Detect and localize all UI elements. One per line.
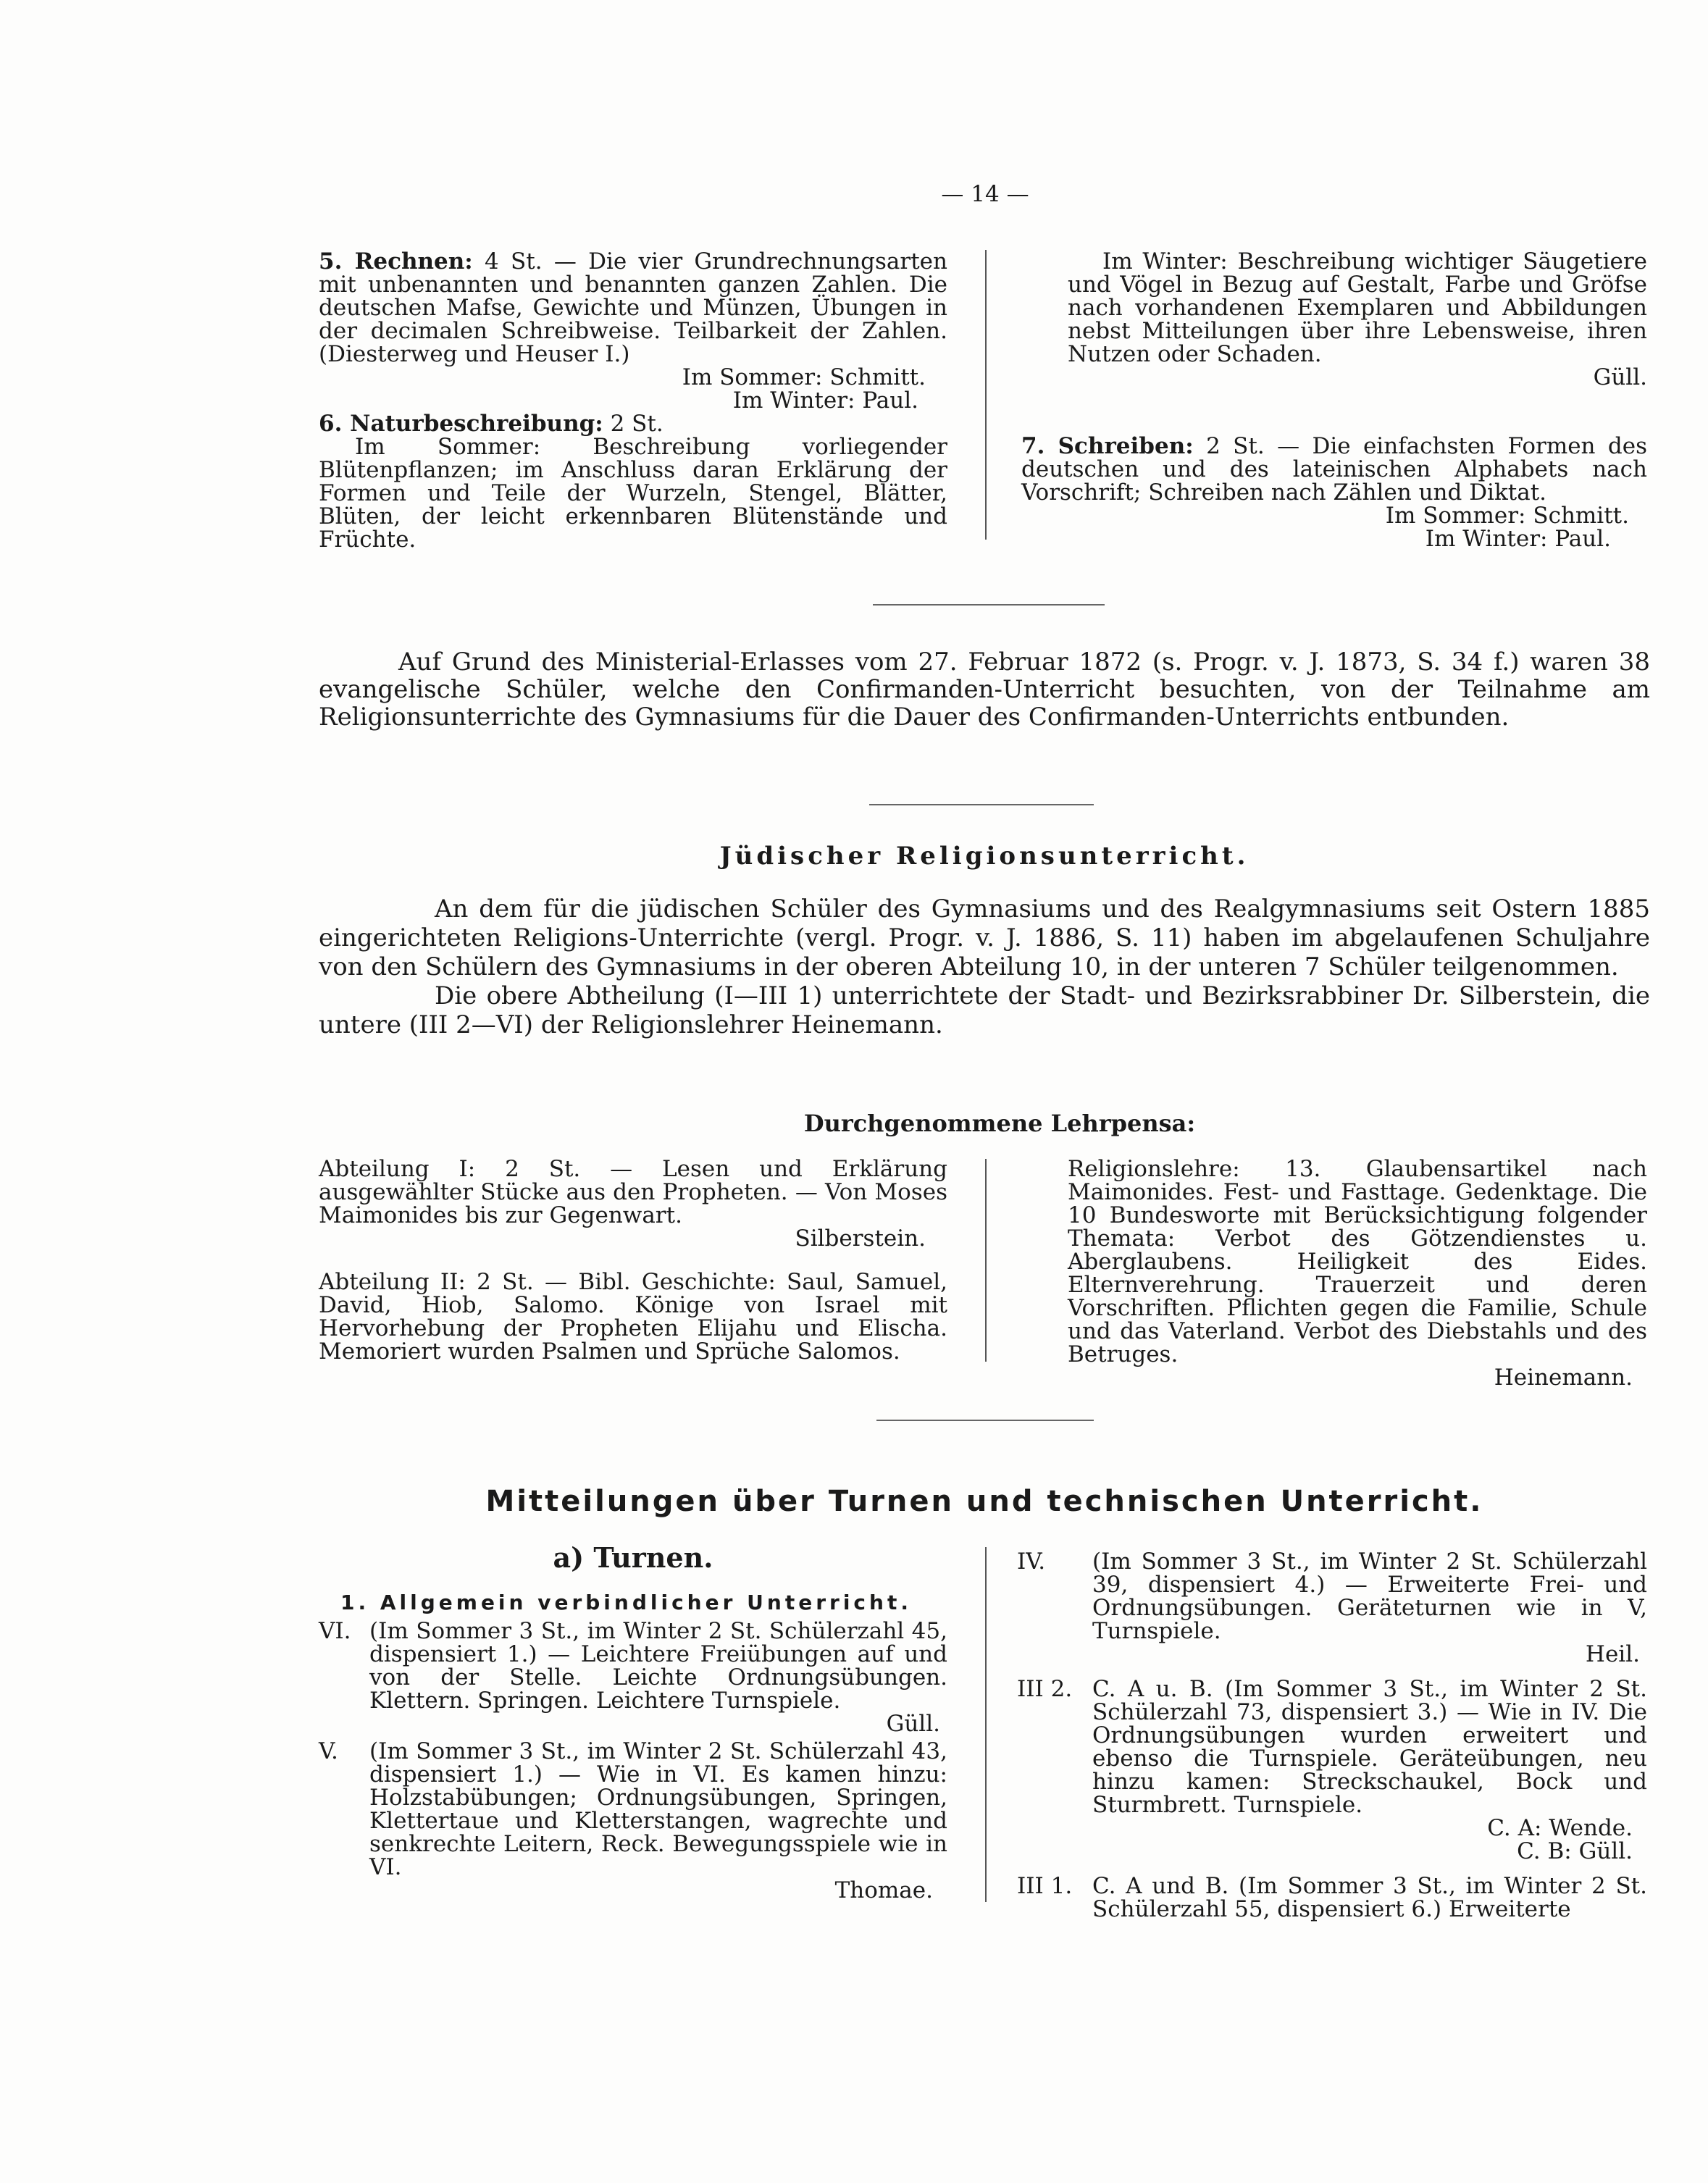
rechnen-heading: 5. Rechnen: bbox=[319, 248, 473, 275]
juedisch-p1: An dem für die jüdischen Schüler des Gymnasiums und des Realgymnasiums seit Ostern 1885 eingerichteten Religions-Unterrichte (vergl. Progr. v. J. 1886, S. 11) haben im abgelaufenen Schuljahre von den Schülern des Gymnasiums in der oberen Abteilung 10, in der unteren 7 Schüler teilgenommen. bbox=[319, 894, 1650, 981]
divider-1 bbox=[873, 604, 1105, 606]
schreiben-text: 2 St. — Die einfachsten Formen des deutschen und des lateinischen Alphabets nach Vorschrift; Schreiben nach Zählen und Diktat. bbox=[1021, 433, 1647, 506]
religionslehre-text: Religionslehre: 13. Glaubensartikel nach Maimonides. Fest- und Fasttage. Gedenktage. Die 10 Bundesworte mit Berücksichtigung folgender Themata: Verbot des Götzendienstes u. Aberglaubens. Heiligkeit des Eides. Elternverehrung. Trauerzeit und deren Vorschriften. Pflichten gegen die Familie, Schule und das Vaterland. Verbot des Diebstahls und des Betruges. bbox=[1068, 1156, 1647, 1367]
religionslehre-sig: Heinemann. bbox=[1494, 1365, 1633, 1391]
juedisch-p2: Die obere Abtheilung (I—III 1) unterrichtete der Stadt- und Bezirksrabbiner Dr. Silberstein, die untere (III 2—VI) der Religionslehrer Heinemann. bbox=[319, 981, 1650, 1039]
rechnen-section bbox=[319, 250, 947, 551]
column-divider-top bbox=[985, 250, 987, 540]
abteilung-2: Abteilung II: 2 St. — Bibl. Geschichte: Saul, Samuel, David, Hiob, Salomo. Könige von Israel mit Hervorhebung der Propheten Elijahu und Elischa. Memoriert wurden Psalmen und Sprüche Salomos. bbox=[319, 1269, 947, 1365]
turnen-sub-title: a) Turnen. bbox=[553, 1541, 713, 1574]
item-iv-text: (Im Sommer 3 St., im Winter 2 St. Schülerzahl 39, dispensiert 4.) — Erweiterte Frei- und Ordnungsübungen. Geräteturnen wie in V, Turnspiele. bbox=[1092, 1549, 1647, 1644]
schreiben-sig-sommer: Im Sommer: Schmitt. bbox=[1385, 503, 1629, 529]
natur-text: Im Sommer: Beschreibung vorliegender Blütenpflanzen; im Anschluss daran Erklärung der Formen und Teile der Wurzeln, Stengel, Blätter, Blüten, der leicht erkennbaren Blütenstände und Früchte. bbox=[319, 434, 947, 553]
abteilung-left bbox=[319, 1157, 947, 1363]
rechnen-sig-winter: Im Winter: Paul. bbox=[732, 387, 918, 414]
item-v-number: V. bbox=[319, 1738, 338, 1764]
item-v-sig: Thomae. bbox=[834, 1877, 933, 1903]
pensa-title: Durchgenommene Lehrpensa: bbox=[803, 1110, 1196, 1137]
divider-2 bbox=[869, 804, 1094, 805]
juedisch-paragraphs bbox=[319, 894, 1650, 1039]
column-divider-middle bbox=[985, 1159, 987, 1362]
item-iv-sig: Heil. bbox=[1585, 1641, 1640, 1667]
item-vi-text: (Im Sommer 3 St., im Winter 2 St. Schülerzahl 45, dispensiert 1.) — Leichtere Freiübungen auf und von der Stelle. Leichte Ordnungsübungen. Klettern. Springen. Leichtere Turnspiele. bbox=[369, 1618, 947, 1714]
page-number: — 14 — bbox=[941, 181, 1029, 207]
winter-sig: Güll. bbox=[1593, 364, 1647, 390]
turnen-right-column bbox=[1017, 1550, 1647, 1921]
turnen-section-heading: 1. Allgemein verbindlicher Unterricht. bbox=[340, 1591, 912, 1614]
turnen-left-column bbox=[319, 1620, 947, 1902]
religionslehre bbox=[1068, 1157, 1647, 1389]
item-vi-sig: Güll. bbox=[886, 1711, 940, 1737]
divider-3 bbox=[876, 1420, 1094, 1421]
schreiben-heading: 7. Schreiben: bbox=[1021, 433, 1194, 459]
item-iii1-number: III 1. bbox=[1017, 1873, 1073, 1899]
juedisch-title: Jüdischer Religionsunterricht. bbox=[719, 842, 1249, 871]
item-vi-number: VI. bbox=[319, 1618, 351, 1644]
natur-hours: 2 St. bbox=[610, 411, 663, 437]
turnen-item-iii1 bbox=[1017, 1874, 1647, 1921]
turnen-item-iii2 bbox=[1017, 1677, 1647, 1863]
ministerial-paragraph: Auf Grund des Ministerial-Erlasses vom 27. Februar 1872 (s. Progr. v. J. 1873, S. 34 f.) waren 38 evangelische Schüler, welche den Confirmanden-Unterricht besuchten, von der Teilnahme am Religionsunterrichte des Gymnasiums für die Dauer des Confirmanden-Unterrichts entbunden. bbox=[319, 648, 1650, 732]
item-iii2-text: C. A u. B. (Im Sommer 3 St., im Winter 2 St. Schülerzahl 73, dispensiert 3.) — Wie in IV. Die Ordnungsübungen wurden erweitert und ebenso die Turnspiele. Geräteübungen, neu hinzu kamen: Streckschaukel, Bock und Sturmbrett. Turnspiele. bbox=[1092, 1676, 1647, 1818]
item-iii2-sig-2: C. B: Güll. bbox=[1517, 1838, 1633, 1864]
natur-heading: 6. Naturbeschreibung: bbox=[319, 411, 603, 437]
winter-text: Im Winter: Beschreibung wichtiger Säugetiere und Vögel in Bezug auf Gestalt, Farbe und Gröfse nach vorhandenen Exemplaren und Abbildungen nebst Mitteilungen über ihre Lebensweise, ihren Nutzen oder Schaden. bbox=[1068, 248, 1647, 367]
rechnen-sig-sommer: Im Sommer: Schmitt. bbox=[682, 364, 926, 390]
turnen-item-iv bbox=[1017, 1550, 1647, 1666]
item-iii1-text: C. A und B. (Im Sommer 3 St., im Winter 2 St. Schülerzahl 55, dispensiert 6.) Erweiterte bbox=[1092, 1873, 1647, 1922]
abteilung-1-sig: Silberstein. bbox=[795, 1225, 926, 1252]
turnen-item-vi bbox=[319, 1620, 947, 1735]
winter-section bbox=[1068, 250, 1647, 389]
item-iv-number: IV. bbox=[1017, 1549, 1046, 1575]
turnen-main-title: Mitteilungen über Turnen und technischen Unterricht. bbox=[485, 1485, 1483, 1518]
schreiben-section bbox=[1021, 435, 1647, 550]
item-v-text: (Im Sommer 3 St., im Winter 2 St. Schülerzahl 43, dispensiert 1.) — Wie in VI. Es kamen hinzu: Holzstabübungen; Ordnungsübungen, Springen, Klettertaue und Kletterstangen, wagrechte und senkrechte Leitern, Reck. Bewegungsspiele wie in VI. bbox=[369, 1738, 947, 1880]
rechnen-text: 4 St. — Die vier Grundrechnungsarten mit unbenannten und benannten ganzen Zahlen. Die deutschen Mafse, Gewichte und Münzen, Übungen in der decimalen Schreibweise. Teilbarkeit der Zahlen. (Diesterweg und Heuser I.) bbox=[319, 248, 947, 367]
turnen-item-v bbox=[319, 1740, 947, 1902]
abteilung-1: Abteilung I: 2 St. — Lesen und Erklärung ausgewählter Stücke aus den Propheten. — Von Moses Maimonides bis zur Gegenwart. bbox=[319, 1156, 947, 1228]
item-iii2-sig-1: C. A: Wende. bbox=[1487, 1815, 1633, 1841]
schreiben-sig-winter: Im Winter: Paul. bbox=[1425, 526, 1611, 552]
item-iii2-number: III 2. bbox=[1017, 1676, 1073, 1702]
column-divider-bottom bbox=[985, 1547, 987, 1902]
